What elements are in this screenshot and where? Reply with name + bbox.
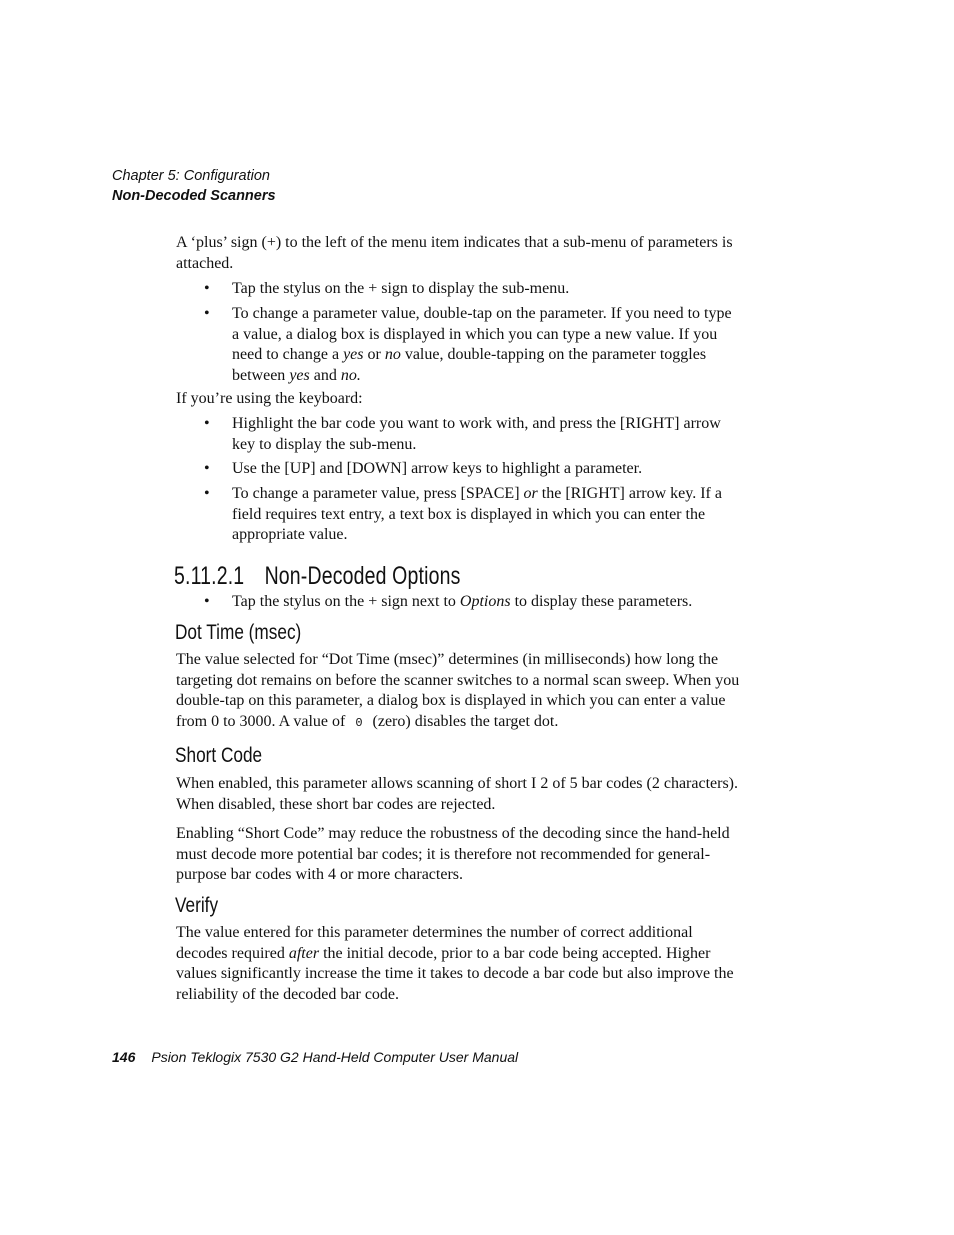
bullet-icon: •: [204, 593, 210, 610]
list-item-text: Tap the stylus on the + sign next to Options to display these parameters.: [232, 593, 693, 610]
zero-value: 0: [355, 715, 363, 730]
subheading-dot-time: Dot Time (msec): [175, 621, 302, 644]
list-item: [204, 279, 741, 300]
bullet-icon: •: [204, 280, 210, 297]
subheading-short-code: Short Code: [175, 744, 263, 767]
section-label: Non-Decoded Scanners: [112, 188, 276, 204]
list-item-text: To change a parameter value, double-tap on the parameter. If you need to type a value, a dialog box is displayed in which you can type a new value. If you need to change a yes or no value, double-tapping on the parameter toggles between yes and no.: [232, 305, 732, 384]
list-item-text: Use the [UP] and [DOWN] arrow keys to highlight a parameter.: [232, 460, 643, 477]
page-number: 146: [112, 1049, 136, 1065]
verify-paragraph: The value entered for this parameter determines the number of correct additional decodes required after the initial decode, prior to a bar code being accepted. Higher values significantly increase the time it takes to decode a bar code but also improve the reliability of the decoded bar code.: [176, 924, 734, 1003]
section-title: Non-Decoded Options: [264, 562, 461, 590]
list-item: [204, 592, 741, 613]
list-item: [204, 414, 741, 455]
bullet-icon: •: [204, 305, 210, 322]
short-code-paragraph-2: Enabling “Short Code” may reduce the robustness of the decoding since the hand-held must decode more potential bar codes; it is therefore not recommended for general-purpose bar codes with 4 or more characters.: [176, 825, 730, 883]
page-footer: [112, 1047, 518, 1067]
subheading-verify: Verify: [175, 894, 219, 917]
dot-time-paragraph: The value selected for “Dot Time (msec)” determines (in milliseconds) how long the targeting dot remains on before the scanner switches to a normal scan sweep. When you double-tap on this parameter, a dialog box is displayed in which you can enter a value from 0 to 3000. A value of 0 (zero) disables the target dot.: [176, 651, 740, 730]
list-item-text: Highlight the bar code you want to work with, and press the [RIGHT] arrow key to display the sub-menu.: [232, 415, 721, 453]
bullet-icon: •: [204, 485, 210, 502]
keyboard-lead: If you’re using the keyboard:: [176, 390, 363, 407]
manual-title: Psion Teklogix 7530 G2 Hand-Held Computer User Manual: [151, 1049, 519, 1065]
list-item: [204, 459, 741, 480]
short-code-paragraph-1: When enabled, this parameter allows scanning of short I 2 of 5 bar codes (2 characters). When disabled, these short bar codes are rejected.: [176, 775, 739, 813]
bullet-icon: •: [204, 460, 210, 477]
chapter-label: Chapter 5: Configuration: [112, 168, 270, 184]
intro-paragraph: A ‘plus’ sign (+) to the left of the menu item indicates that a sub-menu of parameters is attached.: [176, 234, 733, 272]
list-item: [204, 304, 741, 386]
section-number: 5.11.2.1: [174, 562, 245, 590]
section-heading: [174, 561, 460, 591]
list-item-text: Tap the stylus on the + sign to display the sub-menu.: [232, 280, 570, 297]
list-item-text: To change a parameter value, press [SPACE] or the [RIGHT] arrow key. If a field requires text entry, a text box is displayed in which you can enter the appropriate value.: [232, 485, 722, 543]
bullet-icon: •: [204, 415, 210, 432]
list-item: [204, 484, 741, 546]
